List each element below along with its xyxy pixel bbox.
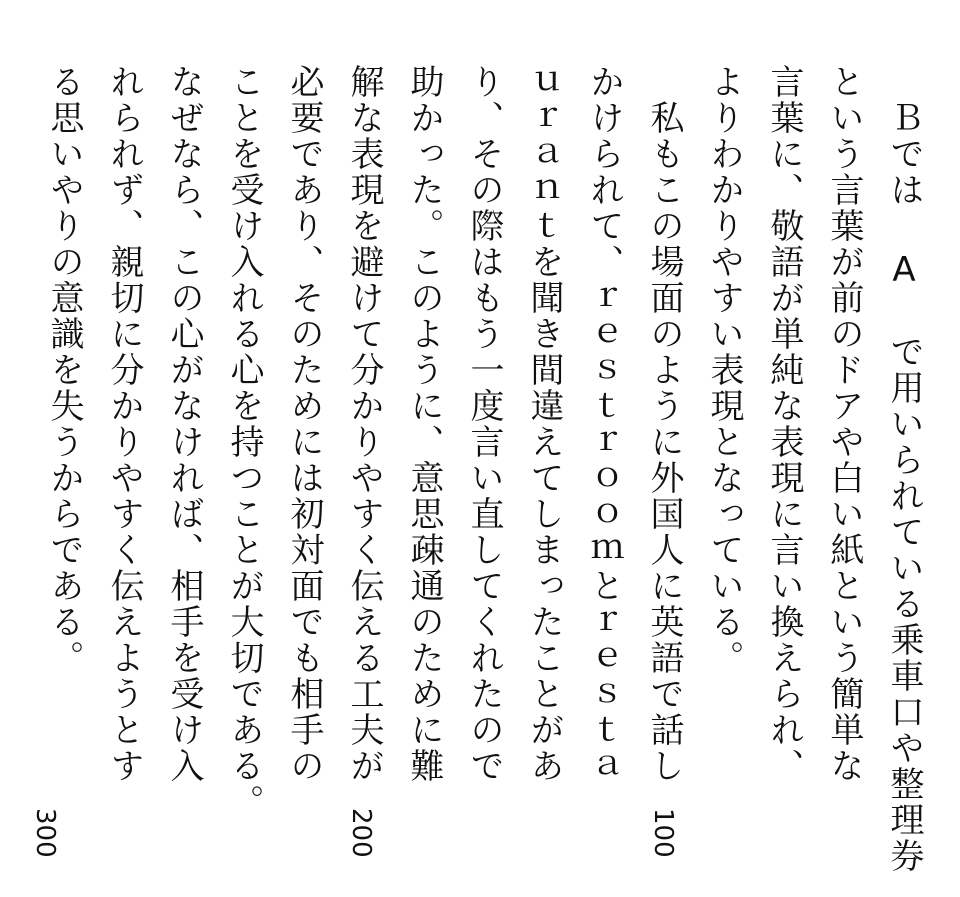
text-column-10: 解な表現を避けて分かりやすく伝える工夫が [344,64,384,784]
text-column-11: 必要であり、そのためには初対面でも相手の [284,64,324,784]
text-column-4: よりわかりやすい表現となっている。 [704,64,744,676]
char-count-marker-100: 100 [648,808,678,858]
text-column-8: り、その際はもう一度言い直してくれたので [464,64,504,784]
text-column-13: なぜなら、この心がなければ、相手を受け入 [164,64,204,784]
text-column-12: ことを受け入れる心を持つことが大切である。 [224,64,264,820]
text-column-6: かけられて、ｒｅｓｔｒｏｏｍとｒｅｓｔａ [584,64,624,784]
text-column-2: という言葉が前のドアや白い紙という簡単な [824,64,864,784]
text-column-9: 助かった。このように、意思疎通のために難 [404,64,444,784]
text-column-1: Ｂでは A で用いられている乗車口や整理券 [884,64,924,874]
text-column-15: る思いやりの意識を失うからである。 [44,64,84,676]
text-column-7: ｕｒａｎｔを聞き間違えてしまったことがあ [524,64,564,784]
char-count-marker-200: 200 [346,808,376,858]
char-count-marker-300: 300 [30,808,60,858]
text-column-3: 言葉に、敬語が単純な表現に言い換えられ、 [764,64,804,784]
text-column-14: れられず、親切に分かりやすく伝えようとす [104,64,144,784]
text-column-5: 私もこの場面のように外国人に英語で話し [644,64,684,784]
